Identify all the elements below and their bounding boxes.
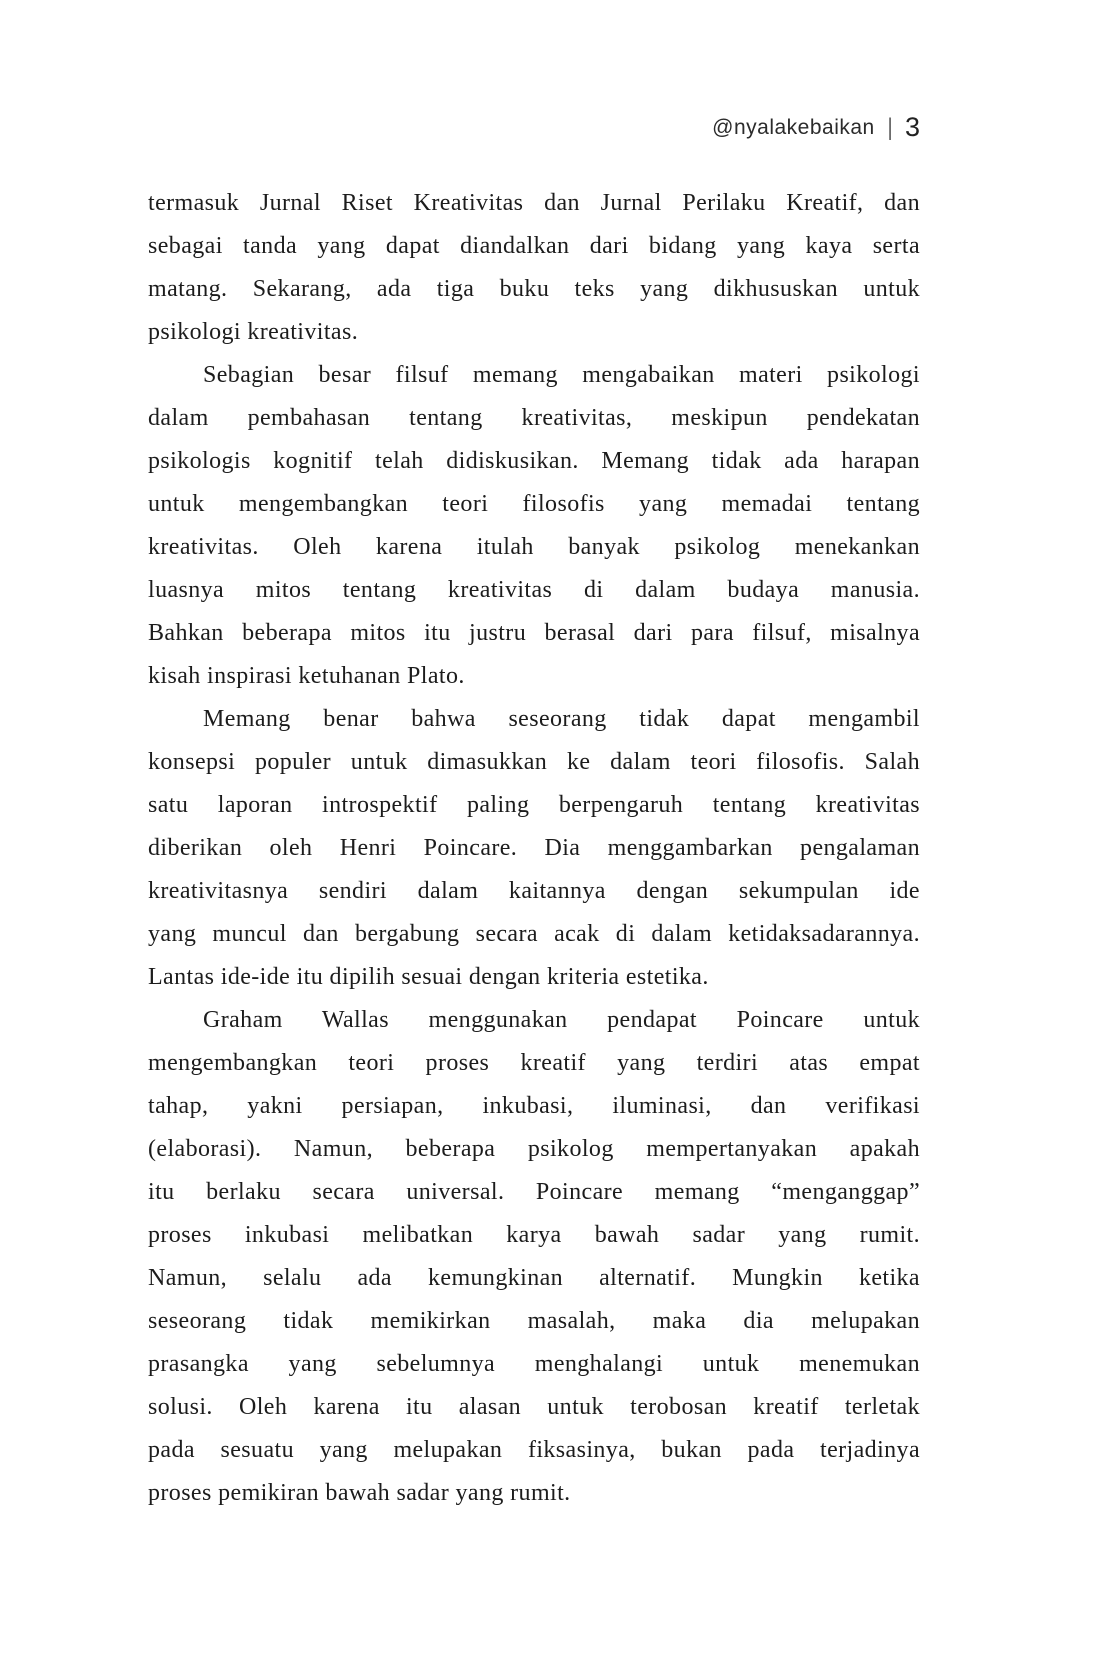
text-line: seseorang tidak memikirkan masalah, maka dia melupakan xyxy=(148,1308,920,1334)
text-line: luasnya mitos tentang kreativitas di dalam budaya manusia. xyxy=(148,577,920,603)
text-line: psikologi kreativitas. xyxy=(148,319,359,345)
text-line: proses pemikiran bawah sadar yang rumit. xyxy=(148,1480,571,1506)
text-line: psikologis kognitif telah didiskusikan. Memang tidak ada harapan xyxy=(148,448,920,474)
text-line: untuk mengembangkan teori filosofis yang memadai tentang xyxy=(148,491,920,517)
text-line: proses inkubasi melibatkan karya bawah sadar yang rumit. xyxy=(148,1222,920,1248)
text-line: pada sesuatu yang melupakan fiksasinya, bukan pada terjadinya xyxy=(148,1437,920,1463)
text-line: konsepsi populer untuk dimasukkan ke dalam teori filosofis. Salah xyxy=(148,749,920,775)
account-handle: @nyalakebaikan xyxy=(712,115,875,139)
text-block xyxy=(148,182,920,1515)
text-line: prasangka yang sebelumnya menghalangi untuk menemukan xyxy=(148,1351,920,1377)
text-line: termasuk Jurnal Riset Kreativitas dan Jurnal Perilaku Kreatif, dan xyxy=(148,190,920,216)
paragraph xyxy=(148,182,920,354)
paragraph xyxy=(148,354,920,698)
text-line: kisah inspirasi ketuhanan Plato. xyxy=(148,663,465,689)
text-line: tahap, yakni persiapan, inkubasi, iluminasi, dan verifikasi xyxy=(148,1093,920,1119)
text-line: diberikan oleh Henri Poincare. Dia menggambarkan pengalaman xyxy=(148,835,920,861)
text-line: Graham Wallas menggunakan pendapat Poincare untuk xyxy=(203,1007,920,1033)
text-line: matang. Sekarang, ada tiga buku teks yang dikhususkan untuk xyxy=(148,276,920,302)
text-line: Sebagian besar filsuf memang mengabaikan materi psikologi xyxy=(203,362,920,388)
text-line: Namun, selalu ada kemungkinan alternatif. Mungkin ketika xyxy=(148,1265,920,1291)
text-line: Bahkan beberapa mitos itu justru berasal dari para filsuf, misalnya xyxy=(148,620,920,646)
header-separator: | xyxy=(887,113,893,141)
text-line: solusi. Oleh karena itu alasan untuk terobosan kreatif terletak xyxy=(148,1394,920,1420)
text-line: mengembangkan teori proses kreatif yang terdiri atas empat xyxy=(148,1050,920,1076)
text-line: sebagai tanda yang dapat diandalkan dari bidang yang kaya serta xyxy=(148,233,920,259)
text-line: (elaborasi). Namun, beberapa psikolog mempertanyakan apakah xyxy=(148,1136,920,1162)
text-line: Memang benar bahwa seseorang tidak dapat mengambil xyxy=(203,706,920,732)
paragraph xyxy=(148,999,920,1515)
text-line: kreativitas. Oleh karena itulah banyak psikolog menekankan xyxy=(148,534,920,560)
page-number: 3 xyxy=(904,112,920,142)
text-line: yang muncul dan bergabung secara acak di dalam ketidaksadarannya. xyxy=(148,921,920,947)
text-line: Lantas ide-ide itu dipilih sesuai dengan kriteria estetika. xyxy=(148,964,709,990)
text-line: dalam pembahasan tentang kreativitas, meskipun pendekatan xyxy=(148,405,920,431)
text-line: itu berlaku secara universal. Poincare memang “menganggap” xyxy=(148,1179,920,1205)
text-line: satu laporan introspektif paling berpengaruh tentang kreativitas xyxy=(148,792,920,818)
page-header xyxy=(712,112,920,143)
paragraph xyxy=(148,698,920,999)
text-line: kreativitasnya sendiri dalam kaitannya dengan sekumpulan ide xyxy=(148,878,920,904)
